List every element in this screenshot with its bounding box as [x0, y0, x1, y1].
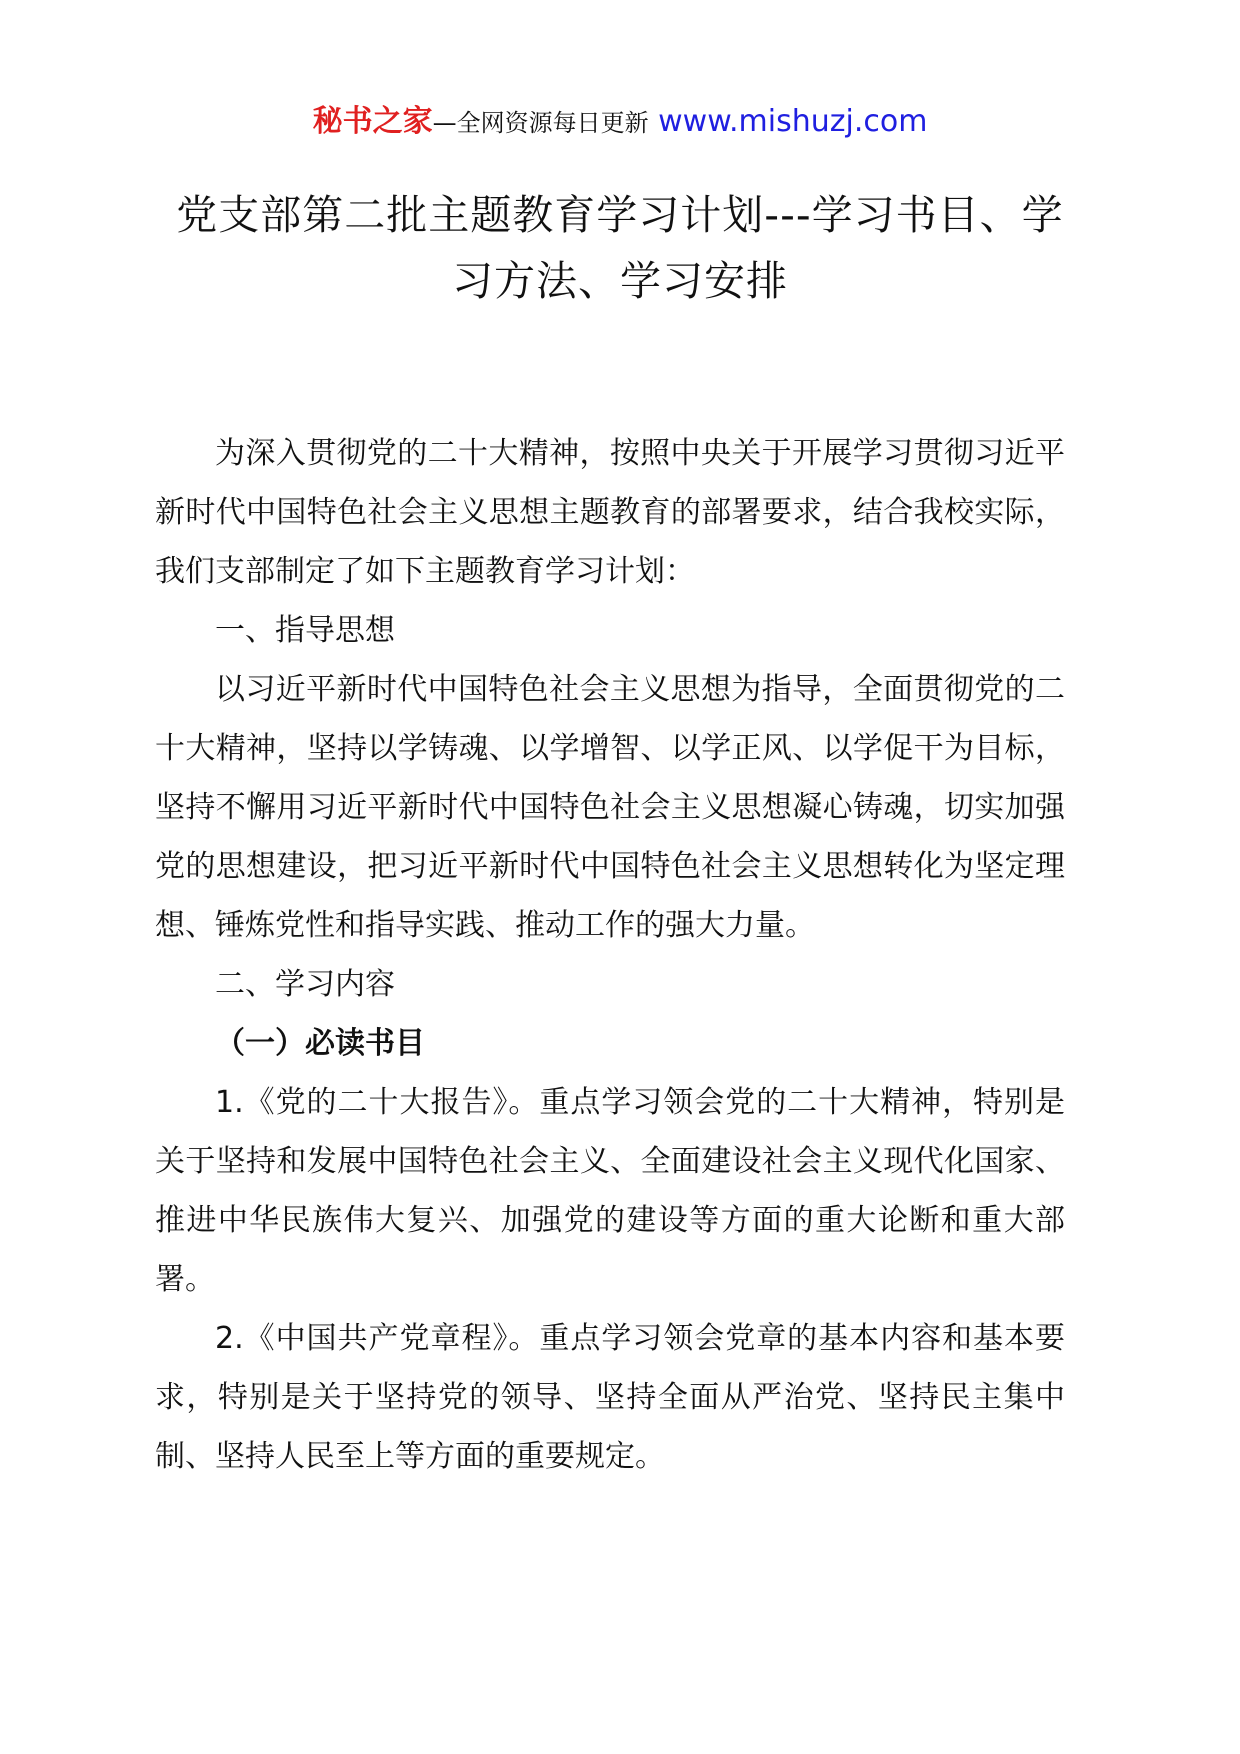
- title-line-1: 党支部第二批主题教育学习计划---学习书目、学: [176, 191, 1064, 239]
- reading-item-1: 1.《党的二十大报告》。重点学习领会党的二十大精神，特别是关于坚持和发展中国特色社会主义、全面建设社会主义现代化国家、推进中华民族伟大复兴、加强党的建设等方面的重大论断和重大部署。: [155, 1085, 1065, 1297]
- section-heading-guiding-ideology: 一、指导思想: [215, 613, 395, 648]
- reading-item-2: 2.《中国共产党章程》。重点学习领会党章的基本内容和基本要求，特别是关于坚持党的领导、坚持全面从严治党、坚持民主集中制、坚持人民至上等方面的重要规定。: [155, 1321, 1065, 1474]
- subheading-required-reading: （一）必读书目: [215, 1026, 425, 1061]
- document-body: [155, 424, 1065, 1486]
- site-brand: 秘书之家: [312, 104, 433, 139]
- document-title: [160, 182, 1080, 314]
- intro-paragraph: 为深入贯彻党的二十大精神，按照中央关于开展学习贯彻习近平新时代中国特色社会主义思想主题教育的部署要求，结合我校实际，我们支部制定了如下主题教育学习计划：: [155, 436, 1065, 589]
- site-url-link[interactable]: www.mishuzj.com: [658, 104, 928, 139]
- site-tagline: —全网资源每日更新: [432, 109, 649, 137]
- site-header: [0, 100, 1240, 145]
- section-heading-study-content: 二、学习内容: [215, 967, 395, 1002]
- title-line-2: 习方法、学习安排: [452, 257, 788, 305]
- guiding-ideology-paragraph: 以习近平新时代中国特色社会主义思想为指导，全面贯彻党的二十大精神，坚持以学铸魂、以学增智、以学正风、以学促干为目标，坚持不懈用习近平新时代中国特色社会主义思想凝心铸魂，切实加强党的思想建设，把习近平新时代中国特色社会主义思想转化为坚定理想、锤炼党性和指导实践、推动工作的强大力量。: [155, 672, 1065, 943]
